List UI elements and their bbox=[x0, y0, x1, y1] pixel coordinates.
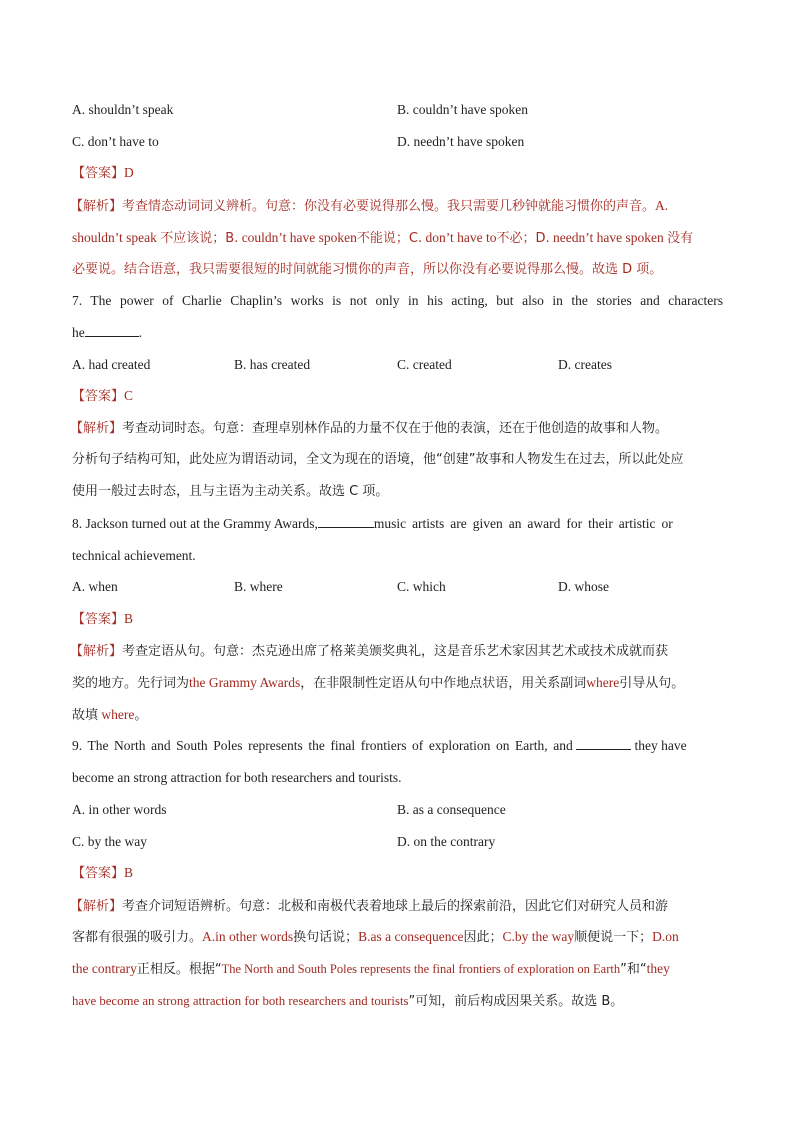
q6-option-d: D. needn’t have spoken bbox=[397, 134, 525, 149]
q7-stem-line-1: 7. The power of Charlie Chaplin’s works is not only in his acting, but also in the stories and characters bbox=[72, 293, 723, 308]
q9-option-c: C. by the way bbox=[72, 834, 147, 849]
answer-tag: 【答案】 bbox=[72, 866, 125, 881]
analysis-text: 不能说；C. bbox=[356, 231, 423, 246]
q9-analysis-line-1 bbox=[70, 896, 668, 917]
stem-text: . bbox=[138, 325, 143, 340]
stem-text: 9. The North and South Poles represents the final frontiers of exploration on Earth, and bbox=[72, 738, 573, 753]
stem-text: music artists are given an award for their artistic or bbox=[373, 516, 673, 531]
answer-blank bbox=[85, 323, 139, 337]
answer-tag: 【答案】 bbox=[72, 166, 125, 181]
analysis-text: the contrary bbox=[72, 961, 137, 976]
analysis-tag: 【解析】 bbox=[70, 644, 123, 659]
answer-tag: 【答案】 bbox=[72, 389, 125, 404]
q7-option-a: A. had created bbox=[72, 357, 151, 372]
analysis-tag: 【解析】 bbox=[70, 899, 123, 914]
analysis-text: they bbox=[646, 961, 670, 976]
q7-analysis-line-2: 分析句子结构可知，此处应为谓语动词，全文为现在的语境，他“创建”故事和人物发生在过去，所以此处应 bbox=[72, 452, 684, 467]
q6-option-c: C. don’t have to bbox=[72, 134, 159, 149]
analysis-text: C.by the way bbox=[502, 929, 575, 944]
analysis-text: 没有 bbox=[667, 231, 694, 246]
analysis-text: where bbox=[101, 707, 135, 722]
q7-option-d: D. creates bbox=[558, 357, 612, 372]
analysis-text: don’t have to bbox=[425, 230, 497, 245]
q8-analysis-line-2 bbox=[72, 673, 684, 694]
analysis-text: ，在非限制性定语从句中作地点状语，用关系副词 bbox=[300, 676, 587, 691]
q9-option-b: B. as a consequence bbox=[397, 802, 506, 817]
answer-value: B bbox=[124, 865, 134, 880]
analysis-text: 顺便说一下； bbox=[574, 930, 653, 945]
q8-option-b: B. where bbox=[234, 579, 283, 594]
q8-option-a: A. when bbox=[72, 579, 118, 594]
analysis-text: the Grammy Awards bbox=[189, 675, 301, 690]
q8-stem-line-1 bbox=[72, 514, 723, 534]
q7-answer bbox=[72, 386, 133, 407]
q9-option-d: D. on the contrary bbox=[397, 834, 496, 849]
stem-text: he bbox=[72, 325, 85, 340]
q8-analysis-line-1 bbox=[70, 641, 668, 662]
answer-value: D bbox=[124, 165, 134, 180]
q7-option-c: C. created bbox=[397, 357, 452, 372]
q8-stem-line-2: technical achievement. bbox=[72, 548, 196, 563]
q8-analysis-line-3 bbox=[72, 705, 147, 726]
analysis-text: B.as a consequence bbox=[358, 929, 464, 944]
analysis-text: 正相反。根据“ bbox=[136, 962, 222, 977]
q9-analysis-line-3 bbox=[72, 959, 670, 980]
analysis-tag: 【解析】 bbox=[70, 199, 123, 214]
q8-option-d: D. whose bbox=[558, 579, 609, 594]
q7-stem-line-2 bbox=[72, 323, 142, 343]
q8-answer bbox=[72, 609, 133, 630]
q7-analysis-line-1 bbox=[70, 418, 668, 439]
analysis-text: shouldn’t speak bbox=[72, 230, 157, 245]
analysis-text: 引导从句。 bbox=[619, 676, 685, 691]
analysis-text: 考查情态动词词义辨析。句意：你没有必要说得那么慢。我只需要几秒钟就能习惯你的声音。 bbox=[122, 199, 656, 214]
q7-option-b: B. has created bbox=[234, 357, 311, 372]
answer-tag: 【答案】 bbox=[72, 612, 125, 627]
q6-analysis-line-3: 必要说。结合语意，我只需要很短的时间就能习惯你的声音，所以你没有必要说得那么慢。故选 D 项。 bbox=[72, 262, 663, 277]
analysis-text: 奖的地方。先行词为 bbox=[72, 676, 190, 691]
q9-stem-line-2: become an strong attraction for both researchers and tourists. bbox=[72, 770, 402, 785]
q9-option-a: A. in other words bbox=[72, 802, 167, 817]
analysis-text: A.in other words bbox=[202, 929, 294, 944]
analysis-text: A. bbox=[655, 198, 669, 213]
analysis-text: ”可知，前后构成因果关系。故选 B。 bbox=[408, 994, 624, 1009]
analysis-text: 。 bbox=[134, 708, 148, 723]
analysis-text: ”和“ bbox=[620, 962, 647, 977]
analysis-text: The North and South Poles represents the final frontiers of exploration on Earth bbox=[221, 962, 621, 976]
analysis-text: 换句话说； bbox=[293, 930, 359, 945]
analysis-text: D.on bbox=[652, 929, 679, 944]
analysis-text: 不必；D. bbox=[496, 231, 550, 246]
q6-analysis-line-2 bbox=[72, 228, 693, 249]
analysis-text: couldn’t have spoken bbox=[241, 230, 357, 245]
answer-blank bbox=[576, 736, 631, 750]
analysis-text: 考查动词时态。句意：查理卓别林作品的力量不仅在于他的表演，还在于他创造的故事和人物。 bbox=[122, 421, 669, 436]
q9-analysis-line-2 bbox=[72, 927, 679, 948]
q6-option-b: B. couldn’t have spoken bbox=[397, 102, 528, 117]
analysis-text: 客都有很强的吸引力。 bbox=[72, 930, 203, 945]
q9-analysis-line-4 bbox=[72, 991, 623, 1012]
analysis-text: 故填 bbox=[72, 708, 99, 723]
analysis-text: 考查介词短语辨析。句意：北极和南极代表着地球上最后的探索前沿，因此它们对研究人员和游 bbox=[122, 899, 669, 914]
q9-stem-line-1 bbox=[72, 736, 723, 756]
q6-analysis-line-1 bbox=[70, 196, 668, 217]
stem-text: 8. Jackson turned out at the Grammy Awards, bbox=[72, 516, 318, 531]
analysis-text: 考查定语从句。句意：杰克逊出席了格莱美颁奖典礼，这是音乐艺术家因其艺术或技术成就而获 bbox=[122, 644, 669, 659]
answer-value: C bbox=[124, 388, 134, 403]
analysis-text: have become an strong attraction for both researchers and tourists bbox=[72, 994, 409, 1008]
analysis-text: 不应该说；B. bbox=[160, 231, 239, 246]
analysis-text: needn’t have spoken bbox=[553, 230, 664, 245]
analysis-tag: 【解析】 bbox=[70, 421, 123, 436]
analysis-text: where bbox=[586, 675, 620, 690]
q6-answer bbox=[72, 163, 134, 184]
answer-value: B bbox=[124, 611, 134, 626]
q8-option-c: C. which bbox=[397, 579, 446, 594]
stem-text: they have bbox=[634, 738, 687, 753]
q9-answer bbox=[72, 863, 133, 884]
analysis-text: 因此； bbox=[463, 930, 503, 945]
q7-analysis-line-3: 使用一般过去时态，且与主语为主动关系。故选 C 项。 bbox=[72, 484, 389, 499]
q6-option-a: A. shouldn’t speak bbox=[72, 102, 174, 117]
answer-blank bbox=[318, 514, 374, 528]
